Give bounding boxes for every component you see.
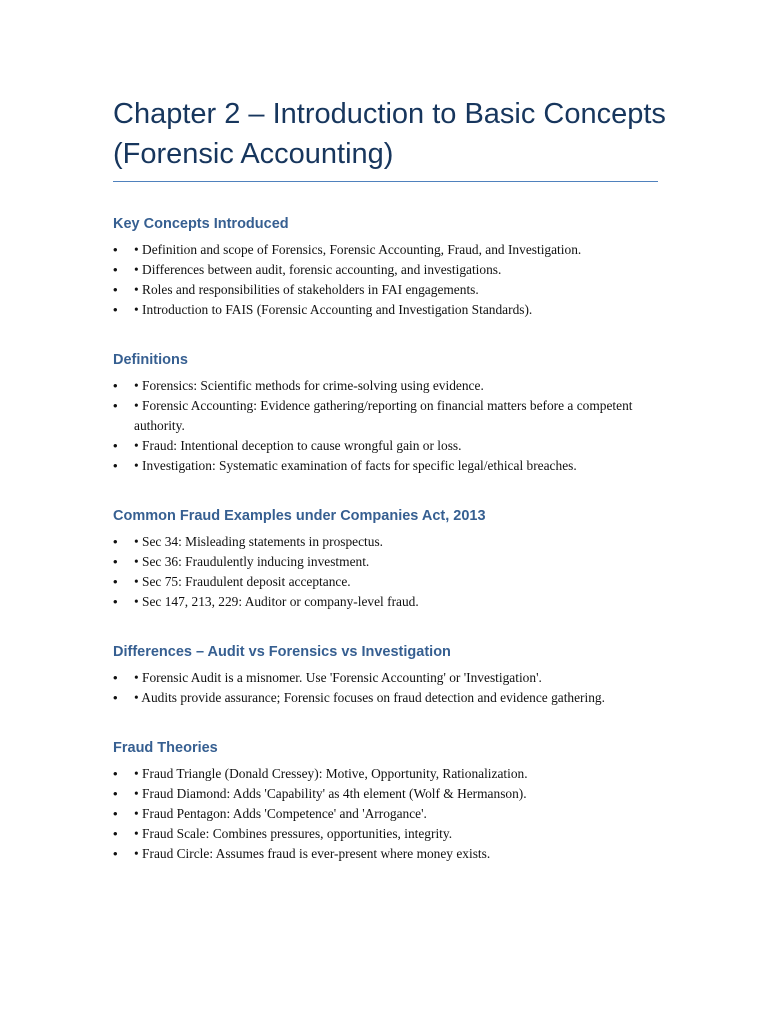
bullet-icon: • bbox=[113, 282, 118, 297]
list-item-text: • Forensic Audit is a misnomer. Use 'Forensic Accounting' or 'Investigation'. bbox=[134, 670, 542, 685]
bullet-icon: • bbox=[113, 594, 118, 609]
bullet-list bbox=[113, 240, 673, 320]
bullet-icon: • bbox=[113, 398, 118, 413]
list-item-text: • Roles and responsibilities of stakeholders in FAI engagements. bbox=[134, 282, 479, 297]
list-item-text: • Forensic Accounting: Evidence gathering/reporting on financial matters before a competent authority. bbox=[134, 398, 633, 433]
list-item bbox=[113, 300, 673, 320]
bullet-icon: • bbox=[113, 242, 118, 257]
list-item-text: • Fraud Circle: Assumes fraud is ever-present where money exists. bbox=[134, 846, 491, 861]
section-heading: Common Fraud Examples under Companies Act, 2013 bbox=[113, 508, 486, 524]
list-item bbox=[113, 804, 673, 824]
section-key-concepts bbox=[113, 214, 673, 320]
page-title: Chapter 2 – Introduction to Basic Concepts (Forensic Accounting) bbox=[113, 98, 666, 170]
bullet-icon: • bbox=[113, 670, 118, 685]
list-item-text: • Differences between audit, forensic accounting, and investigations. bbox=[134, 262, 502, 277]
bullet-list bbox=[113, 764, 673, 864]
bullet-icon: • bbox=[113, 534, 118, 549]
bullet-icon: • bbox=[113, 458, 118, 473]
bullet-icon: • bbox=[113, 806, 118, 821]
list-item-text: • Audits provide assurance; Forensic focuses on fraud detection and evidence gathering. bbox=[134, 690, 605, 705]
list-item-text: • Fraud Scale: Combines pressures, opportunities, integrity. bbox=[134, 826, 453, 841]
list-item bbox=[113, 280, 673, 300]
title-underline-rule bbox=[113, 181, 658, 182]
list-item bbox=[113, 592, 673, 612]
section-heading: Key Concepts Introduced bbox=[113, 216, 289, 232]
list-item bbox=[113, 456, 673, 476]
bullet-icon: • bbox=[113, 846, 118, 861]
bullet-list bbox=[113, 376, 673, 476]
list-item bbox=[113, 844, 673, 864]
list-item bbox=[113, 240, 673, 260]
bullet-icon: • bbox=[113, 378, 118, 393]
section-definitions bbox=[113, 350, 673, 476]
bullet-list bbox=[113, 668, 673, 708]
list-item-text: • Fraud Triangle (Donald Cressey): Motive, Opportunity, Rationalization. bbox=[134, 766, 528, 781]
bullet-list bbox=[113, 532, 673, 612]
bullet-icon: • bbox=[113, 574, 118, 589]
bullet-icon: • bbox=[113, 262, 118, 277]
list-item bbox=[113, 532, 673, 552]
list-item bbox=[113, 784, 673, 804]
bullet-icon: • bbox=[113, 826, 118, 841]
section-differences bbox=[113, 642, 673, 708]
list-item-text: • Forensics: Scientific methods for crime-solving using evidence. bbox=[134, 378, 484, 393]
list-item-text: • Investigation: Systematic examination of facts for specific legal/ethical breaches. bbox=[134, 458, 577, 473]
list-item-text: • Sec 36: Fraudulently inducing investment. bbox=[134, 554, 370, 569]
list-item-text: • Fraud Diamond: Adds 'Capability' as 4th element (Wolf & Hermanson). bbox=[134, 786, 527, 801]
list-item bbox=[113, 436, 673, 456]
bullet-icon: • bbox=[113, 690, 118, 705]
list-item-text: • Sec 34: Misleading statements in prospectus. bbox=[134, 534, 384, 549]
list-item bbox=[113, 668, 673, 688]
section-heading: Differences – Audit vs Forensics vs Investigation bbox=[113, 644, 451, 660]
list-item bbox=[113, 572, 673, 592]
section-fraud-examples bbox=[113, 506, 673, 612]
section-fraud-theories bbox=[113, 738, 673, 864]
bullet-icon: • bbox=[113, 766, 118, 781]
list-item-text: • Sec 147, 213, 229: Auditor or company-level fraud. bbox=[134, 594, 419, 609]
bullet-icon: • bbox=[113, 302, 118, 317]
bullet-icon: • bbox=[113, 554, 118, 569]
list-item bbox=[113, 552, 673, 572]
list-item-text: • Fraud: Intentional deception to cause wrongful gain or loss. bbox=[134, 438, 462, 453]
list-item-text: • Introduction to FAIS (Forensic Accounting and Investigation Standards). bbox=[134, 302, 533, 317]
bullet-icon: • bbox=[113, 438, 118, 453]
list-item-text: • Sec 75: Fraudulent deposit acceptance. bbox=[134, 574, 351, 589]
list-item-text: • Fraud Pentagon: Adds 'Competence' and 'Arrogance'. bbox=[134, 806, 427, 821]
section-heading: Definitions bbox=[113, 352, 188, 368]
list-item bbox=[113, 764, 673, 784]
list-item bbox=[113, 824, 673, 844]
section-heading: Fraud Theories bbox=[113, 740, 218, 756]
list-item bbox=[113, 260, 673, 280]
list-item bbox=[113, 396, 673, 436]
bullet-icon: • bbox=[113, 786, 118, 801]
list-item bbox=[113, 376, 673, 396]
list-item bbox=[113, 688, 673, 708]
list-item-text: • Definition and scope of Forensics, Forensic Accounting, Fraud, and Investigation. bbox=[134, 242, 582, 257]
